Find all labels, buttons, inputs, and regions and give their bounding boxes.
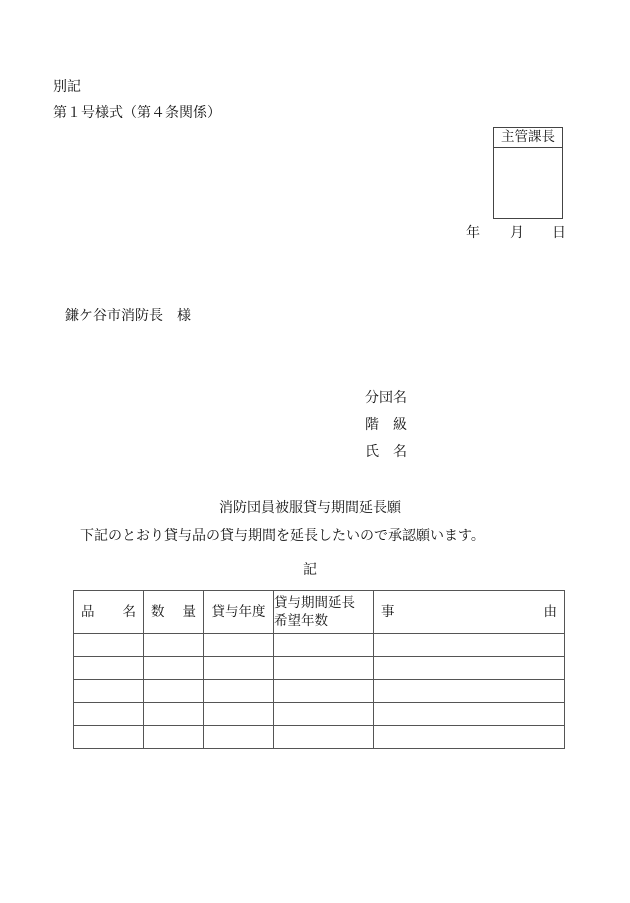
table-cell xyxy=(274,680,374,703)
items-table xyxy=(73,590,565,749)
table-cell xyxy=(74,657,144,680)
table-cell xyxy=(204,703,274,726)
table-cell xyxy=(144,680,204,703)
table-cell xyxy=(374,634,565,657)
header-extension-line: 希望年数 xyxy=(274,613,328,629)
header-item-name-part: 品 xyxy=(81,604,95,620)
table-cell xyxy=(274,726,374,749)
request-body: 下記のとおり貸与品の貸与期間を延長したいので承認願います。 xyxy=(80,528,485,544)
header-reason xyxy=(374,591,565,634)
table-cell xyxy=(204,680,274,703)
date-day-label: 日 xyxy=(552,225,566,241)
table-cell xyxy=(374,703,565,726)
header-extension-years xyxy=(274,591,374,634)
table-row xyxy=(74,657,565,680)
table-cell xyxy=(74,634,144,657)
table-cell xyxy=(144,726,204,749)
header-quantity-part: 数 xyxy=(151,604,165,620)
date-month-label: 月 xyxy=(510,225,524,241)
approval-box-header: 主管課長 xyxy=(494,128,562,148)
table-cell xyxy=(204,634,274,657)
table-cell xyxy=(74,726,144,749)
date-year-label: 年 xyxy=(466,225,480,241)
table-cell xyxy=(274,703,374,726)
header-reason-part: 由 xyxy=(543,604,557,620)
rank-label: 階 級 xyxy=(365,417,407,433)
approval-stamp-box xyxy=(493,127,563,219)
table-row xyxy=(74,703,565,726)
header-loan-year: 貸与年度 xyxy=(204,591,274,634)
table-cell xyxy=(74,703,144,726)
table-cell xyxy=(144,657,204,680)
table-row xyxy=(74,634,565,657)
table-row xyxy=(74,680,565,703)
header-item-name-part: 名 xyxy=(122,604,136,620)
table-cell xyxy=(144,703,204,726)
header-quantity-part: 量 xyxy=(182,604,196,620)
header-item-name xyxy=(74,591,144,634)
table-cell xyxy=(374,657,565,680)
table-cell xyxy=(204,657,274,680)
table-cell xyxy=(274,634,374,657)
document-title: 消防団員被服貸与期間延長願 xyxy=(219,500,401,516)
table-header-row xyxy=(74,591,565,634)
table-row xyxy=(74,726,565,749)
table-cell xyxy=(144,634,204,657)
header-reason-part: 事 xyxy=(381,604,395,620)
table-cell xyxy=(74,680,144,703)
note-label: 記 xyxy=(303,562,317,578)
addressee: 鎌ケ谷市消防長 様 xyxy=(65,308,191,324)
table-cell xyxy=(274,657,374,680)
table-cell xyxy=(374,680,565,703)
table-cell xyxy=(204,726,274,749)
annex-label: 別記 xyxy=(53,79,81,95)
header-quantity xyxy=(144,591,204,634)
table-cell xyxy=(374,726,565,749)
name-label: 氏 名 xyxy=(365,444,407,460)
form-number: 第１号様式（第４条関係） xyxy=(53,105,221,121)
header-extension-line: 貸与期間延長 xyxy=(274,595,355,611)
unit-label: 分団名 xyxy=(365,390,407,406)
